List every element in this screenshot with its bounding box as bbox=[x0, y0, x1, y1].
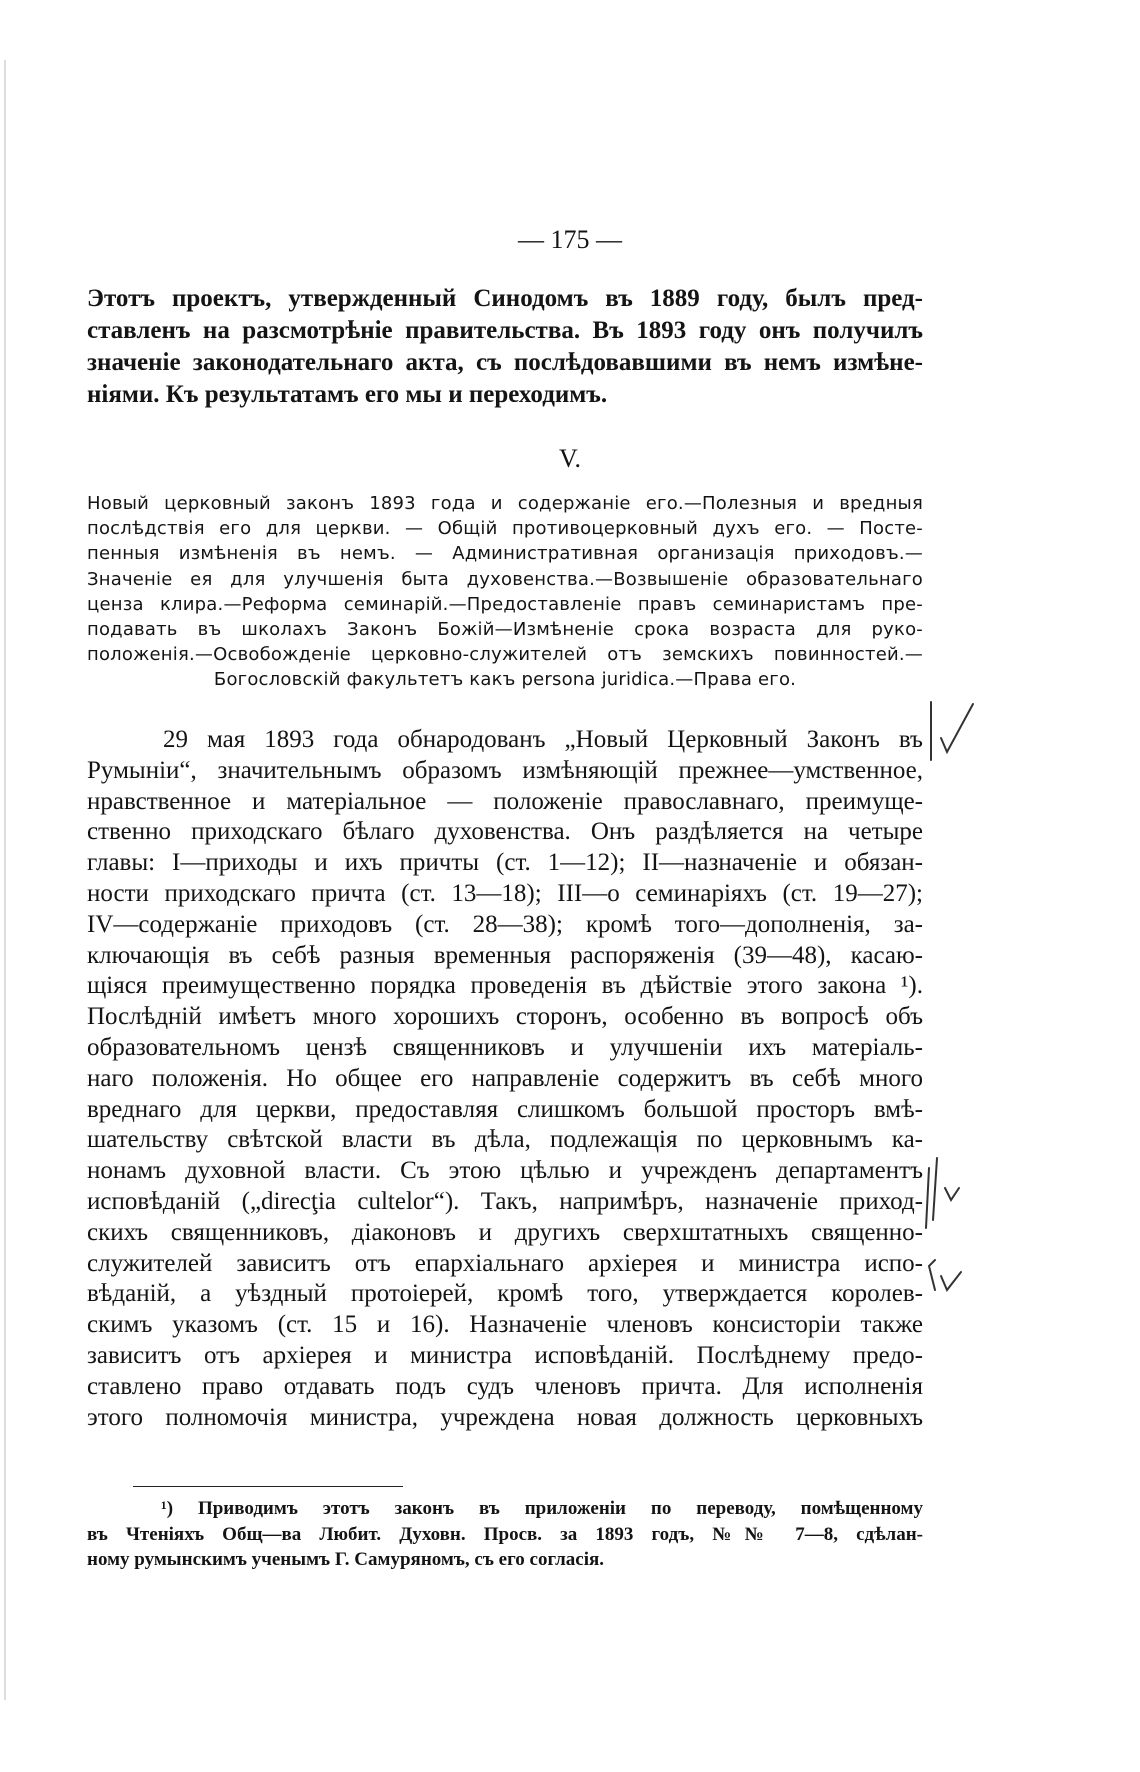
footnote-line: въ Чтеніяхъ Общ—ва Любит. Духовн. Просв. за 1893 годъ, №№ 7—8, сдѣлан- bbox=[87, 1523, 923, 1545]
body-line: Румыніи“, значительнымъ образомъ измѣняющій прежнее—умственное, bbox=[87, 756, 923, 784]
footnote-line: ному румынскимъ ученымъ Г. Самуряномъ, съ его согласія. bbox=[87, 1549, 605, 1570]
footnote-divider bbox=[133, 1486, 403, 1487]
body-line: ственно приходскаго бѣлаго духовенства. Онъ раздѣляется на четыре bbox=[87, 818, 923, 846]
body-line: вреднаго для церкви, предоставляя слишкомъ большой просторъ вмѣ- bbox=[87, 1095, 923, 1123]
intro-line: ставленъ на разсмотрѣніе правительства. Въ 1893 году онъ получилъ bbox=[87, 317, 923, 344]
body-line: ности приходскаго причта (ст. 13—18); III—о семинаріяхъ (ст. 19—27); bbox=[87, 879, 923, 907]
summary-line: Богословскій факультетъ какъ persona juridica.—Права его. bbox=[213, 669, 797, 691]
body-line: скихъ священниковъ, діаконовъ и другихъ сверхштатныхъ священно- bbox=[87, 1218, 923, 1246]
footnote bbox=[87, 1496, 923, 1573]
intro-line: ніями. Къ результатамъ его мы и переходимъ. bbox=[87, 381, 608, 408]
body-line: Послѣдній имѣетъ много хорошихъ сторонъ, особенно въ вопросѣ объ bbox=[87, 1003, 923, 1031]
body-line: наго положенія. Но общее его направленіе содержитъ въ себѣ много bbox=[87, 1064, 923, 1092]
summary-line: положенія.—Освобожденіе церковно-служителей отъ земскихъ повинностей.— bbox=[87, 644, 923, 666]
scan-edge-line bbox=[4, 0, 6, 1768]
summary-line: пенныя измѣненія въ немъ. — Административная организація приходовъ.— bbox=[87, 543, 923, 565]
body-line: зависитъ отъ архіерея и министра исповѣданій. Послѣднему предо- bbox=[87, 1341, 923, 1369]
body-line: ставлено право отдавать подъ судъ членовъ причта. Для исполненія bbox=[87, 1372, 923, 1400]
body-line: главы: I—приходы и ихъ причты (ст. 1—12); II—назначеніе и обязан- bbox=[87, 849, 923, 877]
body-line: щіяся преимущественно порядка проведенія въ дѣйствіе этого закона ¹). bbox=[87, 972, 923, 1000]
page-number: — 175 — bbox=[518, 225, 622, 254]
summary-line: подавать въ школахъ Законъ Божій—Измѣненіе срока возраста для руко- bbox=[87, 619, 923, 641]
body-line: скимъ указомъ (ст. 15 и 16). Назначеніе членовъ консисторіи также bbox=[87, 1311, 923, 1339]
body-line: образовательномъ цензѣ священниковъ и улучшеніи ихъ матеріаль- bbox=[87, 1033, 923, 1061]
body-line: служителей зависитъ отъ епархіальнаго архіерея и министра испо- bbox=[87, 1249, 923, 1277]
body-line: ключающія въ себѣ разныя временныя распоряженія (39—48), касаю- bbox=[87, 941, 923, 969]
body-line: нравственное и матеріальное — положеніе православнаго, преимуще- bbox=[87, 787, 923, 815]
intro-line: Этотъ проектъ, утвержденный Синодомъ въ 1889 году, былъ пред- bbox=[87, 285, 923, 312]
body-paragraph bbox=[87, 725, 923, 1433]
section-numeral: V. bbox=[559, 444, 581, 473]
footnote-line: ¹) Приводимъ этотъ законъ въ приложеніи по переводу, помѣщенному bbox=[161, 1498, 923, 1519]
body-line: нонамъ духовной власти. Съ этою цѣлью и учрежденъ департаментъ bbox=[87, 1157, 923, 1185]
body-line: 29 мая 1893 года обнародованъ „Новый Церковный Законъ въ bbox=[163, 726, 923, 753]
body-line: IV—содержаніе приходовъ (ст. 28—38); кромѣ того—дополненія, за- bbox=[87, 910, 923, 938]
chapter-summary bbox=[87, 491, 923, 693]
body-line: этого полномочія министра, учреждена новая должность церковныхъ bbox=[87, 1403, 923, 1431]
body-line: исповѣданій („direcţia cultelor“). Такъ, напримѣръ, назначеніе приход- bbox=[87, 1187, 923, 1215]
summary-line: ценза клира.—Реформа семинарій.—Предоставленіе правъ семинаристамъ пре- bbox=[87, 593, 923, 615]
intro-paragraph bbox=[87, 283, 923, 411]
summary-line: Новый церковный законъ 1893 года и содержаніе его.—Полезныя и вредныя bbox=[87, 493, 923, 514]
summary-line: Значеніе ея для улучшенія быта духовенства.—Возвышеніе образовательнаго bbox=[87, 568, 923, 590]
body-line: вѣданій, а уѣздный протоіерей, кромѣ того, утверждается королев- bbox=[87, 1280, 923, 1308]
intro-line: значеніе законодательнаго акта, съ послѣдовавшими въ немъ измѣне- bbox=[87, 349, 923, 376]
body-line: шательству свѣтской власти въ дѣла, подлежащія по церковнымъ ка- bbox=[87, 1126, 923, 1154]
handwritten-margin-marks bbox=[925, 700, 995, 1300]
summary-line: послѣдствія его для церкви. — Общій противоцерковный духъ его. — Посте- bbox=[87, 518, 923, 540]
